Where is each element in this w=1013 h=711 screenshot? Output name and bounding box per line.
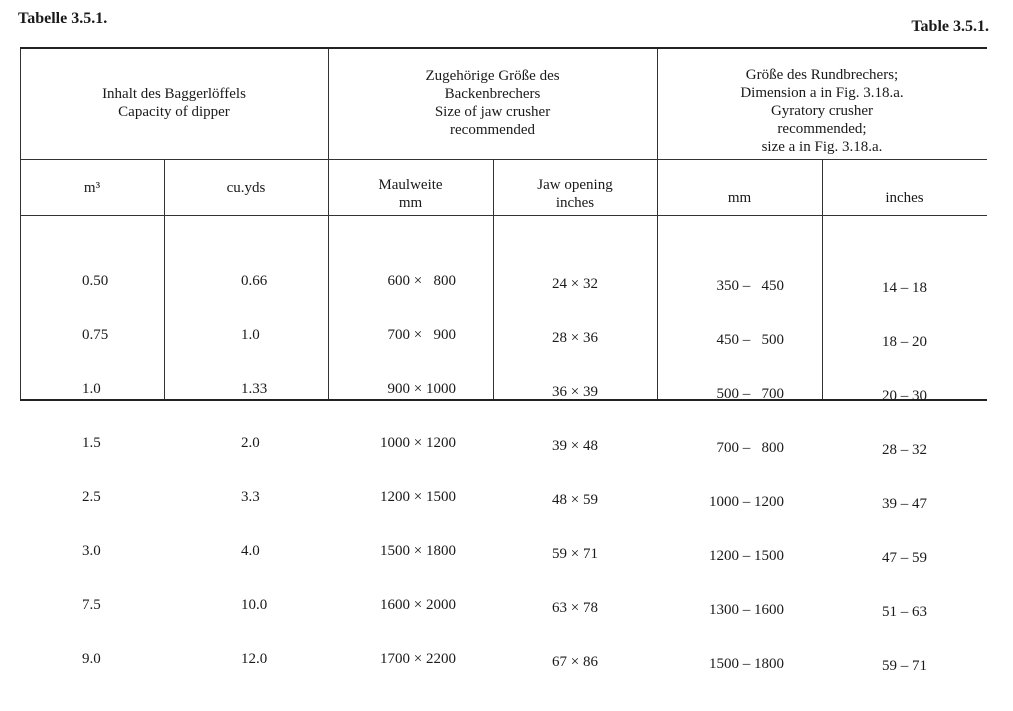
- cell-gyratory-inches: 20 – 30: [882, 388, 927, 404]
- cell-gyratory-mm: 1500 – 1800: [709, 656, 784, 672]
- header-gyratory-crusher: [657, 66, 987, 156]
- header-divider: [20, 159, 987, 160]
- subheader-divider: [20, 215, 987, 216]
- cell-gyratory-inches: 39 – 47: [882, 496, 927, 512]
- subheader-maulweite-label: Maulweite: [378, 177, 443, 193]
- header-gyr-2: Dimension a in Fig. 3.18.a.: [740, 85, 904, 101]
- header-capacity-en: Capacity of dipper: [118, 104, 230, 120]
- subheader-cuyds: cu.yds: [226, 180, 266, 196]
- cell-gyratory-mm: 1000 – 1200: [709, 494, 784, 510]
- subheader-gyr-mm: mm: [727, 190, 752, 206]
- cell-cuyds: 10.0: [241, 597, 268, 613]
- header-gyr-5: size a in Fig. 3.18.a.: [761, 139, 883, 155]
- cell-maulweite-mm: 900 × 1000: [387, 381, 456, 397]
- cell-jaw-inches: 39 × 48: [552, 438, 598, 454]
- header-gyr-4: recommended;: [777, 121, 867, 137]
- cell-gyratory-mm: 500 – 700: [716, 386, 784, 402]
- column-m3: [82, 236, 132, 704]
- subheader-maulweite-unit: mm: [398, 195, 423, 211]
- cell-cuyds: 2.0: [241, 435, 260, 451]
- cell-maulweite-mm: 700 × 900: [387, 327, 456, 343]
- header-jaw-de-2: Backenbrechers: [444, 86, 541, 102]
- cell-maulweite-mm: 1600 × 2000: [380, 597, 456, 613]
- header-jaw-crusher: [328, 67, 657, 139]
- column-maulweite-mm: [350, 236, 456, 704]
- header-gyr-3: Gyratory crusher: [770, 103, 874, 119]
- cell-cuyds: 1.33: [241, 381, 268, 397]
- cell-jaw-inches: 28 × 36: [552, 330, 598, 346]
- cell-gyratory-mm: 1300 – 1600: [709, 602, 784, 618]
- header-capacity: [20, 85, 328, 121]
- cell-cuyds: 1.0: [241, 327, 260, 343]
- cell-jaw-inches: 67 × 86: [552, 654, 598, 670]
- cell-cuyds: 12.0: [241, 651, 268, 667]
- subheader-jaw-opening-label: Jaw opening: [537, 177, 613, 193]
- cell-m3: 0.50: [82, 273, 109, 289]
- cell-cuyds: 3.3: [241, 489, 260, 505]
- cell-maulweite-mm: 1700 × 2200: [380, 651, 456, 667]
- cell-cuyds: 4.0: [241, 543, 260, 559]
- cell-maulweite-mm: 1000 × 1200: [380, 435, 456, 451]
- cell-m3: 1.0: [82, 381, 101, 397]
- cell-m3: 0.75: [82, 327, 109, 343]
- header-jaw-en-1: Size of jaw crusher: [434, 104, 551, 120]
- cell-gyratory-inches: 59 – 71: [882, 658, 927, 674]
- subheader-maulweite: [328, 176, 493, 212]
- cell-gyratory-inches: 47 – 59: [882, 550, 927, 566]
- cell-gyratory-inches: 14 – 18: [882, 280, 927, 296]
- column-gyratory-inches: [822, 243, 987, 711]
- cell-jaw-inches: 24 × 32: [552, 276, 598, 292]
- cell-gyratory-mm: 700 – 800: [716, 440, 784, 456]
- column-jaw-inches: [493, 239, 657, 707]
- cell-m3: 9.0: [82, 651, 101, 667]
- cell-jaw-inches: 36 × 39: [552, 384, 598, 400]
- subheader-gyr-inches: inches: [885, 190, 924, 206]
- cell-cuyds: 0.66: [241, 273, 268, 289]
- crusher-table: [20, 47, 987, 674]
- cell-jaw-inches: 59 × 71: [552, 546, 598, 562]
- table-caption-en: Table 3.5.1.: [911, 18, 989, 35]
- table-caption-de: Tabelle 3.5.1.: [18, 10, 108, 27]
- header-jaw-en-2: recommended: [450, 122, 535, 138]
- subheader-jaw-opening: [493, 176, 657, 212]
- column-cuyds: [241, 236, 301, 704]
- cell-gyratory-mm: 1200 – 1500: [709, 548, 784, 564]
- cell-m3: 7.5: [82, 597, 101, 613]
- cell-gyratory-inches: 51 – 63: [882, 604, 927, 620]
- cell-gyratory-inches: 18 – 20: [882, 334, 927, 350]
- cell-gyratory-inches: 28 – 32: [882, 442, 927, 458]
- cell-jaw-inches: 63 × 78: [552, 600, 598, 616]
- cell-jaw-inches: 48 × 59: [552, 492, 598, 508]
- cell-m3: 2.5: [82, 489, 101, 505]
- header-gyr-1: Größe des Rundbrechers;: [745, 67, 899, 83]
- cell-maulweite-mm: 600 × 800: [387, 273, 456, 289]
- cell-maulweite-mm: 1500 × 1800: [380, 543, 456, 559]
- cell-maulweite-mm: 1200 × 1500: [380, 489, 456, 505]
- subheader-jaw-opening-unit: inches: [555, 195, 595, 211]
- cell-gyratory-mm: 450 – 500: [716, 332, 784, 348]
- header-jaw-de-1: Zugehörige Größe des: [425, 68, 560, 84]
- column-gyratory-mm: [678, 241, 784, 709]
- subheader-m3: m³: [83, 180, 101, 196]
- cell-gyratory-mm: 350 – 450: [716, 278, 784, 294]
- cell-m3: 3.0: [82, 543, 101, 559]
- header-capacity-de: Inhalt des Baggerlöffels: [102, 86, 246, 102]
- cell-m3: 1.5: [82, 435, 101, 451]
